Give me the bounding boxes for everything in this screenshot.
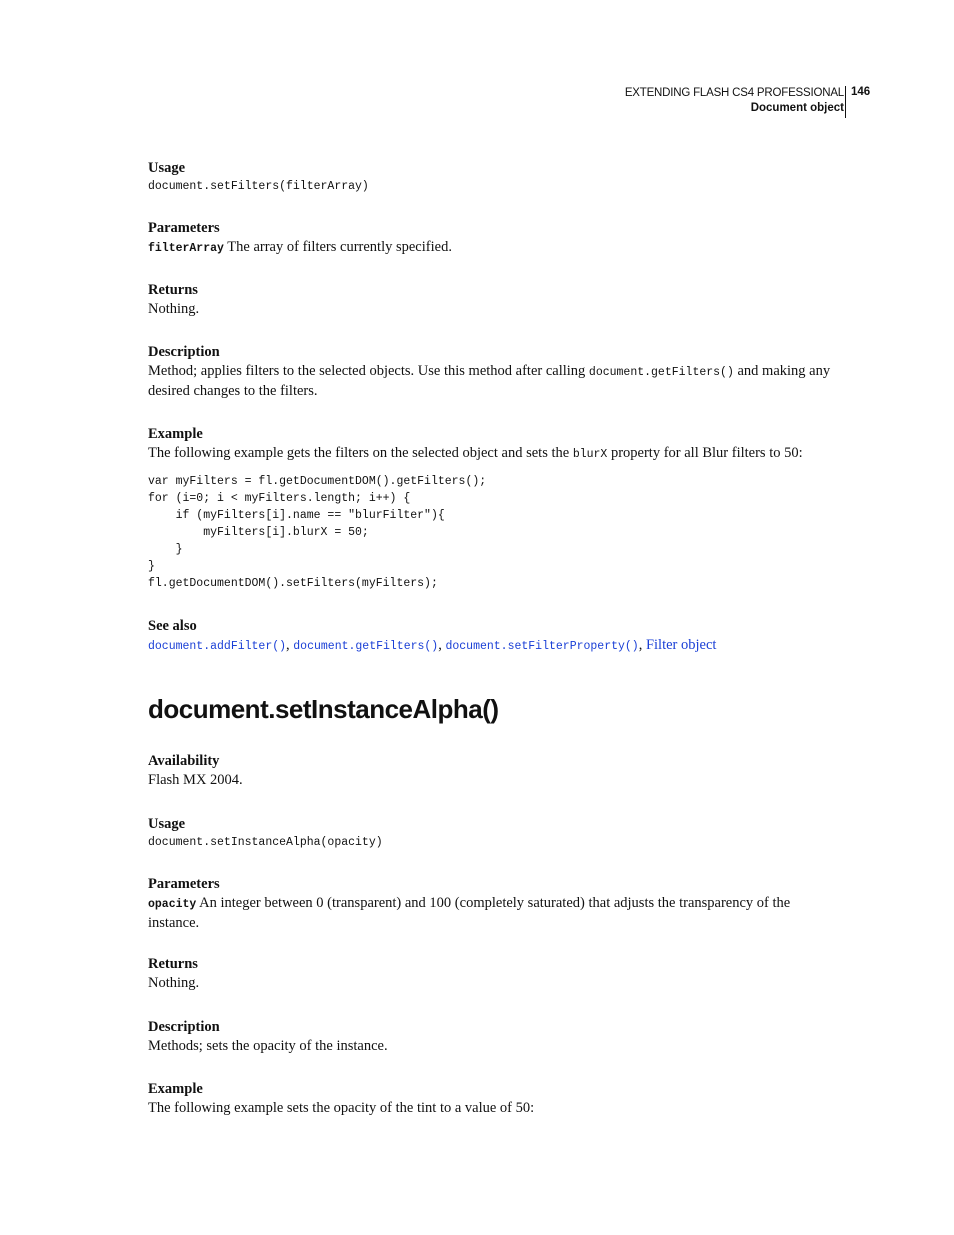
description-text-start: Method; applies filters to the selected objects. Use this method after calling — [148, 363, 586, 379]
description-text: Methods; sets the opacity of the instance. — [148, 1038, 388, 1054]
code-line: } — [148, 543, 183, 556]
code-line: myFilters[i].blurX = 50; — [148, 526, 369, 539]
usage-code: document.setInstanceAlpha(opacity) — [148, 836, 383, 849]
code-line: } — [148, 560, 155, 573]
parameter-description: An integer between 0 (transparent) and 100 (completely saturated) that adjusts the transparency of the — [199, 895, 791, 911]
example-inline-code: blurX — [572, 448, 608, 461]
availability-text: Flash MX 2004. — [148, 772, 243, 788]
example-heading: Example — [148, 426, 203, 442]
running-header — [625, 86, 844, 116]
returns-section-2 — [148, 954, 848, 993]
usage-section-2 — [148, 814, 848, 849]
code-line: fl.getDocumentDOM().setFilters(myFilters); — [148, 577, 438, 590]
section-title: Document object — [750, 102, 844, 114]
page-number: 146 — [851, 86, 871, 98]
example-intro — [148, 444, 848, 464]
parameter-description-line2: instance. — [148, 915, 200, 931]
code-line: var myFilters = fl.getDocumentDOM().getFilters(); — [148, 475, 487, 488]
description-text — [148, 362, 848, 401]
parameter-name: opacity — [148, 898, 197, 911]
parameters-heading: Parameters — [148, 220, 220, 236]
code-line: if (myFilters[i].name == "blurFilter"){ — [148, 509, 445, 522]
example-intro-start: The following example gets the filters on the selected object and sets the — [148, 445, 570, 461]
example-section-2 — [148, 1079, 848, 1118]
example-heading: Example — [148, 1081, 203, 1097]
link-get-filters[interactable]: document.getFilters() — [293, 640, 439, 653]
parameter-name: filterArray — [148, 242, 224, 255]
description-heading: Description — [148, 1019, 220, 1035]
returns-section — [148, 280, 848, 319]
returns-heading: Returns — [148, 956, 198, 972]
availability-section — [148, 751, 848, 790]
parameter-row — [148, 894, 848, 933]
parameter-row — [148, 238, 848, 258]
example-text: The following example sets the opacity of the tint to a value of 50: — [148, 1100, 535, 1116]
see-also-heading: See also — [148, 618, 197, 634]
link-add-filter[interactable]: document.addFilter() — [148, 640, 287, 653]
usage-heading: Usage — [148, 816, 186, 832]
description-text-end: and making any — [737, 363, 831, 379]
parameter-description: The array of filters currently specified. — [227, 239, 452, 255]
description-inline-code: document.getFilters() — [588, 366, 734, 379]
description-section-2 — [148, 1017, 848, 1056]
description-section — [148, 342, 848, 401]
usage-section — [148, 158, 848, 193]
usage-code: document.setFilters(filterArray) — [148, 180, 369, 193]
code-block — [148, 473, 848, 592]
returns-text: Nothing. — [148, 975, 200, 991]
header-divider — [845, 86, 846, 118]
example-intro-end: property for all Blur filters to 50: — [610, 445, 803, 461]
example-section — [148, 424, 848, 592]
description-heading: Description — [148, 344, 220, 360]
description-text-line2: desired changes to the filters. — [148, 383, 318, 399]
method-title: document.setInstanceAlpha() — [148, 694, 499, 724]
link-set-filter-property[interactable]: document.setFilterProperty() — [445, 640, 639, 653]
see-also-links: document.addFilter(), document.getFilters(), document.setFilterProperty(), Filter object — [148, 637, 717, 653]
see-also-section — [148, 616, 848, 656]
parameters-section — [148, 218, 848, 258]
usage-heading: Usage — [148, 160, 186, 176]
returns-text: Nothing. — [148, 301, 200, 317]
link-filter-object[interactable]: Filter object — [645, 637, 717, 653]
returns-heading: Returns — [148, 282, 198, 298]
code-line: for (i=0; i < myFilters.length; i++) { — [148, 492, 411, 505]
availability-heading: Availability — [148, 753, 220, 769]
book-title: EXTENDING FLASH CS4 PROFESSIONAL — [624, 87, 844, 99]
parameters-heading: Parameters — [148, 876, 220, 892]
parameters-section-2 — [148, 874, 848, 933]
